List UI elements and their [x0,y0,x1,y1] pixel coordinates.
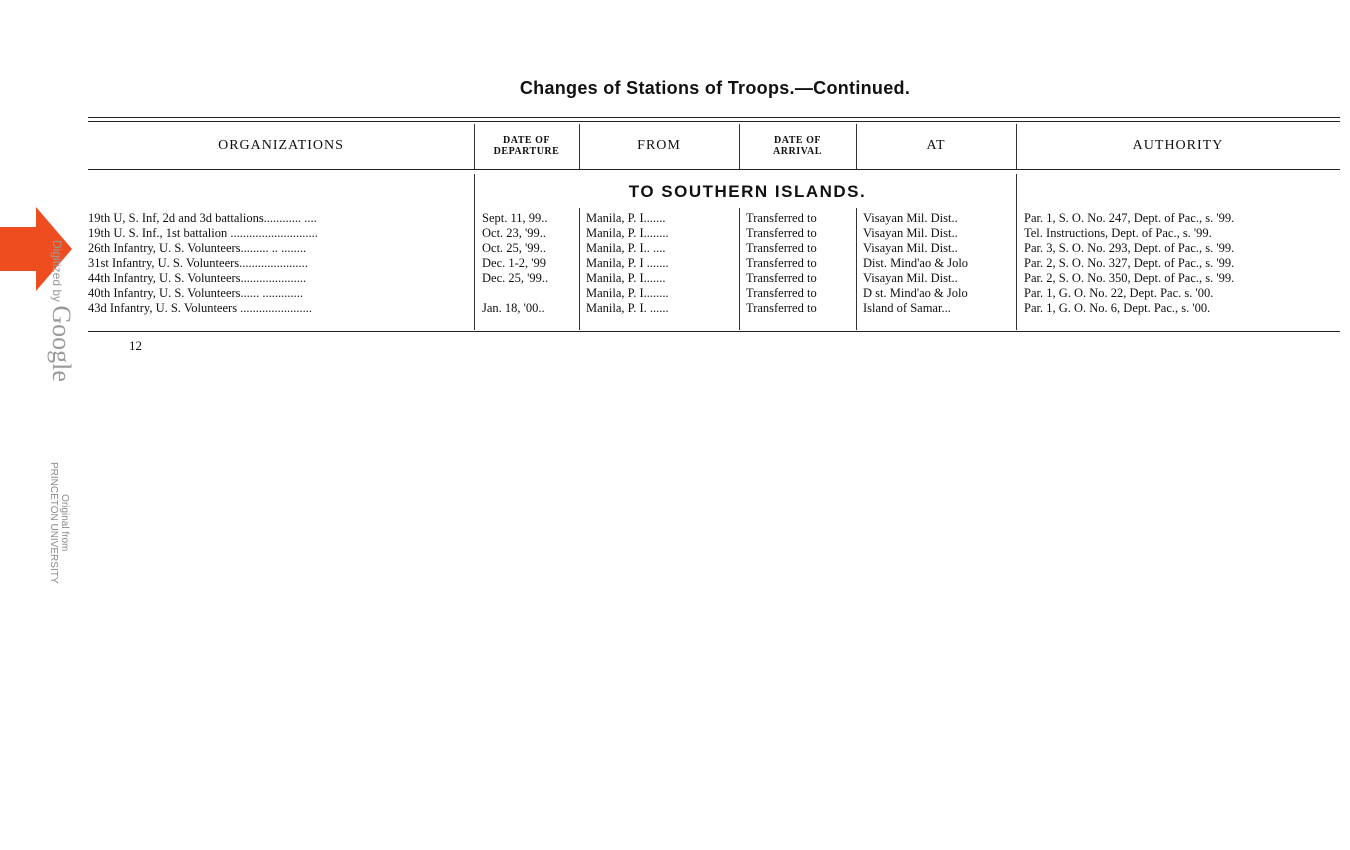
row-at: Visayan Mil. Dist.. [863,212,958,225]
row-organization: 19th U. S. Inf., 1st battalion ............................ [88,227,318,240]
princeton-text: PRINCETON UNIVERSITY [48,462,59,584]
row-organization: 44th Infantry, U. S. Volunteers..................... [88,272,307,285]
original-from-watermark [48,462,70,584]
row-organization: 26th Infantry, U. S. Volunteers......... .. ........ [88,242,307,255]
digitized-by-watermark [46,240,76,400]
header-bottom-rule [88,169,1340,170]
row-arrival: Transferred to [746,287,817,300]
column-divider [1016,174,1017,330]
row-authority: Par. 1, G. O. No. 22, Dept. Pac. s. '00. [1024,287,1214,300]
column-divider [579,208,580,330]
header-organizations: ORGANIZATIONS [218,138,344,153]
row-organization: 31st Infantry, U. S. Volunteers...................... [88,257,308,270]
row-organization: 19th U, S. Inf, 2d and 3d battalions............ .... [88,212,317,225]
row-arrival: Transferred to [746,242,817,255]
header-arrival-line2: ARRIVAL [773,146,822,157]
row-arrival: Transferred to [746,257,817,270]
row-authority: Par. 2, S. O. No. 327, Dept. of Pac., s. '99. [1024,257,1235,270]
header-date-of-arrival [739,124,856,168]
row-departure: Oct. 25, '99.. [482,242,547,255]
row-organization: 43d Infantry, U. S. Volunteers ....................... [88,302,313,315]
table-top-rule-inner [88,121,1340,122]
row-at: Visayan Mil. Dist.. [863,272,958,285]
row-departure: Oct. 23, '99.. [482,227,547,240]
row-authority: Par. 1, S. O. No. 247, Dept. of Pac., s. '99. [1024,212,1235,225]
header-arrival-line1: DATE OF [774,135,821,146]
row-arrival: Transferred to [746,272,817,285]
row-from: Manila, P. I....... [586,272,666,285]
row-from: Manila, P. I ....... [586,257,669,270]
row-from: Manila, P. I. ...... [586,302,669,315]
original-from-text: Original from [59,494,70,552]
row-arrival: Transferred to [746,302,817,315]
column-divider [739,208,740,330]
row-authority: Tel. Instructions, Dept. of Pac., s. '99. [1024,227,1212,240]
row-from: Manila, P. I........ [586,227,669,240]
row-at: Visayan Mil. Dist.. [863,242,958,255]
header-date-of-departure [474,124,579,168]
table-bottom-rule [88,331,1340,332]
header-from: FROM [637,138,681,153]
row-at: Island of Samar... [863,302,951,315]
row-from: Manila, P. I....... [586,212,666,225]
page-title: Changes of Stations of Troops.—Continued. [519,78,911,98]
row-at: D st. Mind'ao & Jolo [863,287,968,300]
column-divider [474,174,475,330]
header-departure-line1: DATE OF [503,135,550,146]
row-authority: Par. 2, S. O. No. 350, Dept. of Pac., s. '99. [1024,272,1235,285]
section-title: TO SOUTHERN ISLANDS. [628,182,867,201]
row-arrival: Transferred to [746,227,817,240]
row-from: Manila, P. I........ [586,287,669,300]
digitized-by-text: Digitized by [50,240,64,303]
row-authority: Par. 3, S. O. No. 293, Dept. of Pac., s. '99. [1024,242,1235,255]
row-organization: 40th Infantry, U. S. Volunteers...... ............. [88,287,304,300]
row-departure: Jan. 18, '00.. [482,302,545,315]
row-authority: Par. 1, G. O. No. 6, Dept. Pac., s. '00. [1024,302,1211,315]
row-from: Manila, P. I.. .... [586,242,666,255]
row-departure: Dec. 1-2, '99 [482,257,547,270]
row-departure: Dec. 25, '99.. [482,272,549,285]
row-at: Dist. Mind'ao & Jolo [863,257,969,270]
page-number: 12 [129,338,142,353]
google-logo: Google [47,305,76,382]
header-authority: AUTHORITY [1132,138,1224,153]
column-divider [856,208,857,330]
row-arrival: Transferred to [746,212,817,225]
table-top-rule [88,117,1340,118]
header-at: AT [926,138,946,153]
header-departure-line2: DEPARTURE [493,146,560,157]
row-at: Visayan Mil. Dist.. [863,227,958,240]
row-departure: Sept. 11, 99.. [482,212,548,225]
